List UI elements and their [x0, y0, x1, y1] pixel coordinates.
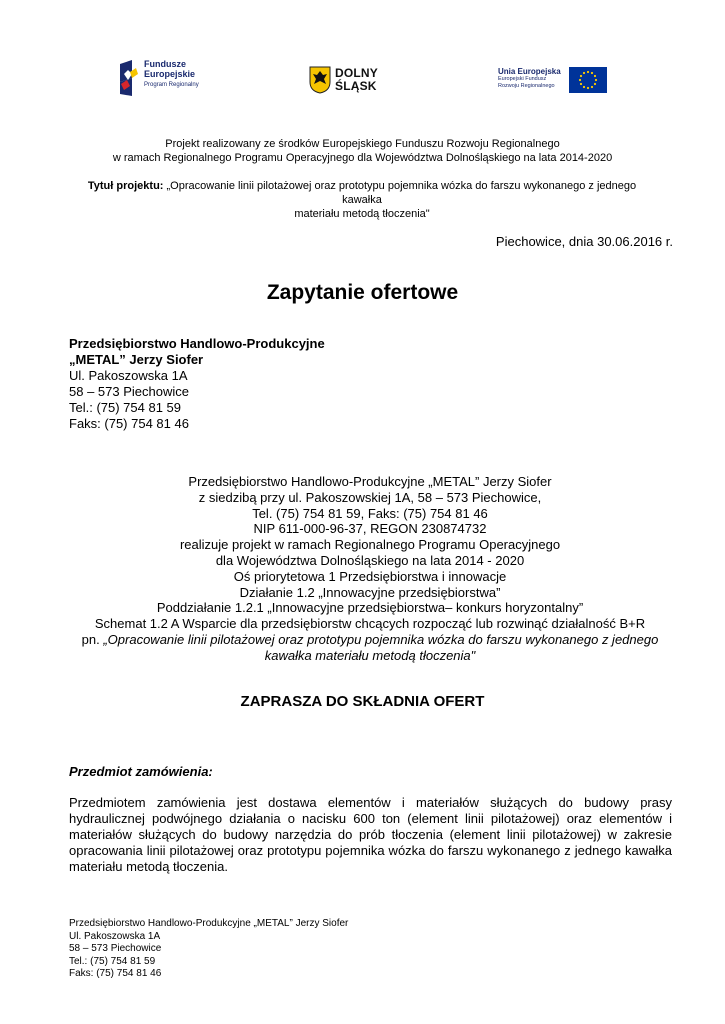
fe-star-icon	[118, 60, 140, 96]
project-description	[60, 474, 680, 664]
desc-line: Tel. (75) 754 81 59, Faks: (75) 754 81 46	[252, 505, 488, 521]
funding-line1: Projekt realizowany ze środków Europejskiego Funduszu Rozwoju Regionalnego	[165, 138, 560, 150]
desc-line: realizuje projekt w ramach Regionalnego Programu Operacyjnego	[179, 537, 561, 553]
project-title	[72, 179, 652, 221]
document-heading: Zapytanie ofertowe	[266, 281, 459, 304]
company-name-line2: „METAL” Jerzy Siofer	[69, 352, 204, 367]
desc-line: Schemat 1.2 A Wsparcie dla przedsiębiorstw chcących rozpocząć lub rozwinąć działalność B+R	[94, 616, 646, 632]
desc-line: dla Województwa Dolnośląskiego na lata 2014 - 2020	[215, 552, 525, 568]
project-title-line2: materiału metodą tłoczenia"	[294, 208, 430, 220]
project-title-line1: „Opracowanie linii pilotażowej oraz prototypu pojemnika wózka do farszu wykonanego z jednego kawałka	[163, 180, 637, 206]
ds-line2: ŚLĄSK	[335, 79, 377, 93]
footer-line: Tel.: (75) 754 81 59	[69, 955, 156, 967]
funding-line2: w ramach Regionalnego Programu Operacyjnego dla Województwa Dolnośląskiego na lata 2014-2020	[112, 152, 613, 164]
project-funding-info	[60, 137, 665, 165]
ue-line1: Unia Europejska	[498, 67, 561, 76]
desc-project-name: „Opracowanie linii pilotażowej oraz prototypu pojemnika wózka do farszu wykonanego z jednego	[103, 631, 659, 647]
ds-line1: DOLNY	[335, 66, 378, 80]
project-title-label: Tytuł projektu:	[87, 180, 164, 192]
company-name-line1: Przedsiębiorstwo Handlowo-Produkcyjne	[69, 336, 325, 351]
company-city: 58 – 573 Piechowice	[69, 384, 189, 399]
footer-line: Faks: (75) 754 81 46	[69, 968, 162, 980]
fe-line2: Europejskie	[144, 68, 196, 79]
eu-flag-icon	[569, 67, 607, 93]
subject-heading: Przedmiot zamówienia:	[69, 764, 213, 779]
desc-line: z siedzibą przy ul. Pakoszowskiej 1A, 58 – 573 Piechowice,	[198, 489, 542, 505]
fundusze-europejskie-logo	[118, 60, 228, 98]
desc-prefix: pn.	[81, 631, 104, 647]
desc-line: Przedsiębiorstwo Handlowo-Produkcyjne „METAL” Jerzy Siofer	[188, 474, 552, 489]
page-footer	[69, 918, 348, 981]
company-street: Ul. Pakoszowska 1A	[69, 368, 188, 383]
company-address-block	[69, 336, 325, 432]
subject-body: Przedmiotem zamówienia jest dostawa elementów i materiałów służących do budowy prasy hydraulicznej podwójnego działania o nacisku 600 ton (element linii pilotażowej) oraz elementów i materiałów służących do budowy narzędzia do prób tłoczenia (element linii pilotażowej) w zakresie opracowania linii pilotażowej oraz prototypu pojemnika wózka do farszu wykonanego z jednego kawałka materiału metodą tłoczenia.	[69, 795, 672, 874]
company-fax: Faks: (75) 754 81 46	[69, 416, 189, 431]
document-date: Piechowice, dnia 30.06.2016 r.	[495, 234, 673, 249]
fe-line1: Fundusze	[144, 59, 186, 69]
unia-europejska-logo	[498, 66, 608, 96]
footer-line: Ul. Pakoszowska 1A	[69, 930, 161, 942]
fe-line3: Program Regionalny	[144, 82, 199, 88]
desc-project-name-cont: kawałka materiału metodą tłoczenia"	[264, 647, 476, 663]
footer-line: Przedsiębiorstwo Handlowo-Produkcyjne „METAL” Jerzy Siofer	[69, 918, 349, 929]
dolny-slask-logo	[309, 66, 399, 98]
desc-line: Oś priorytetowa 1 Przedsiębiorstwa i innowacje	[233, 568, 507, 584]
ue-line3: Rozwoju Regionalnego	[498, 82, 555, 89]
desc-line: Działanie 1.2 „Innowacyjne przedsiębiorstwa”	[239, 584, 501, 600]
desc-line: NIP 611-000-96-37, REGON 230874732	[253, 521, 487, 537]
company-tel: Tel.: (75) 754 81 59	[69, 400, 182, 415]
ue-line2: Europejski Fundusz	[498, 76, 547, 82]
call-to-action-heading: ZAPRASZA DO SKŁADNIA OFERT	[240, 693, 485, 710]
eagle-shield-icon	[309, 66, 331, 94]
footer-line: 58 – 573 Piechowice	[69, 943, 162, 955]
desc-line: Poddziałanie 1.2.1 „Innowacyjne przedsiębiorstwa– konkurs horyzontalny”	[156, 600, 584, 616]
